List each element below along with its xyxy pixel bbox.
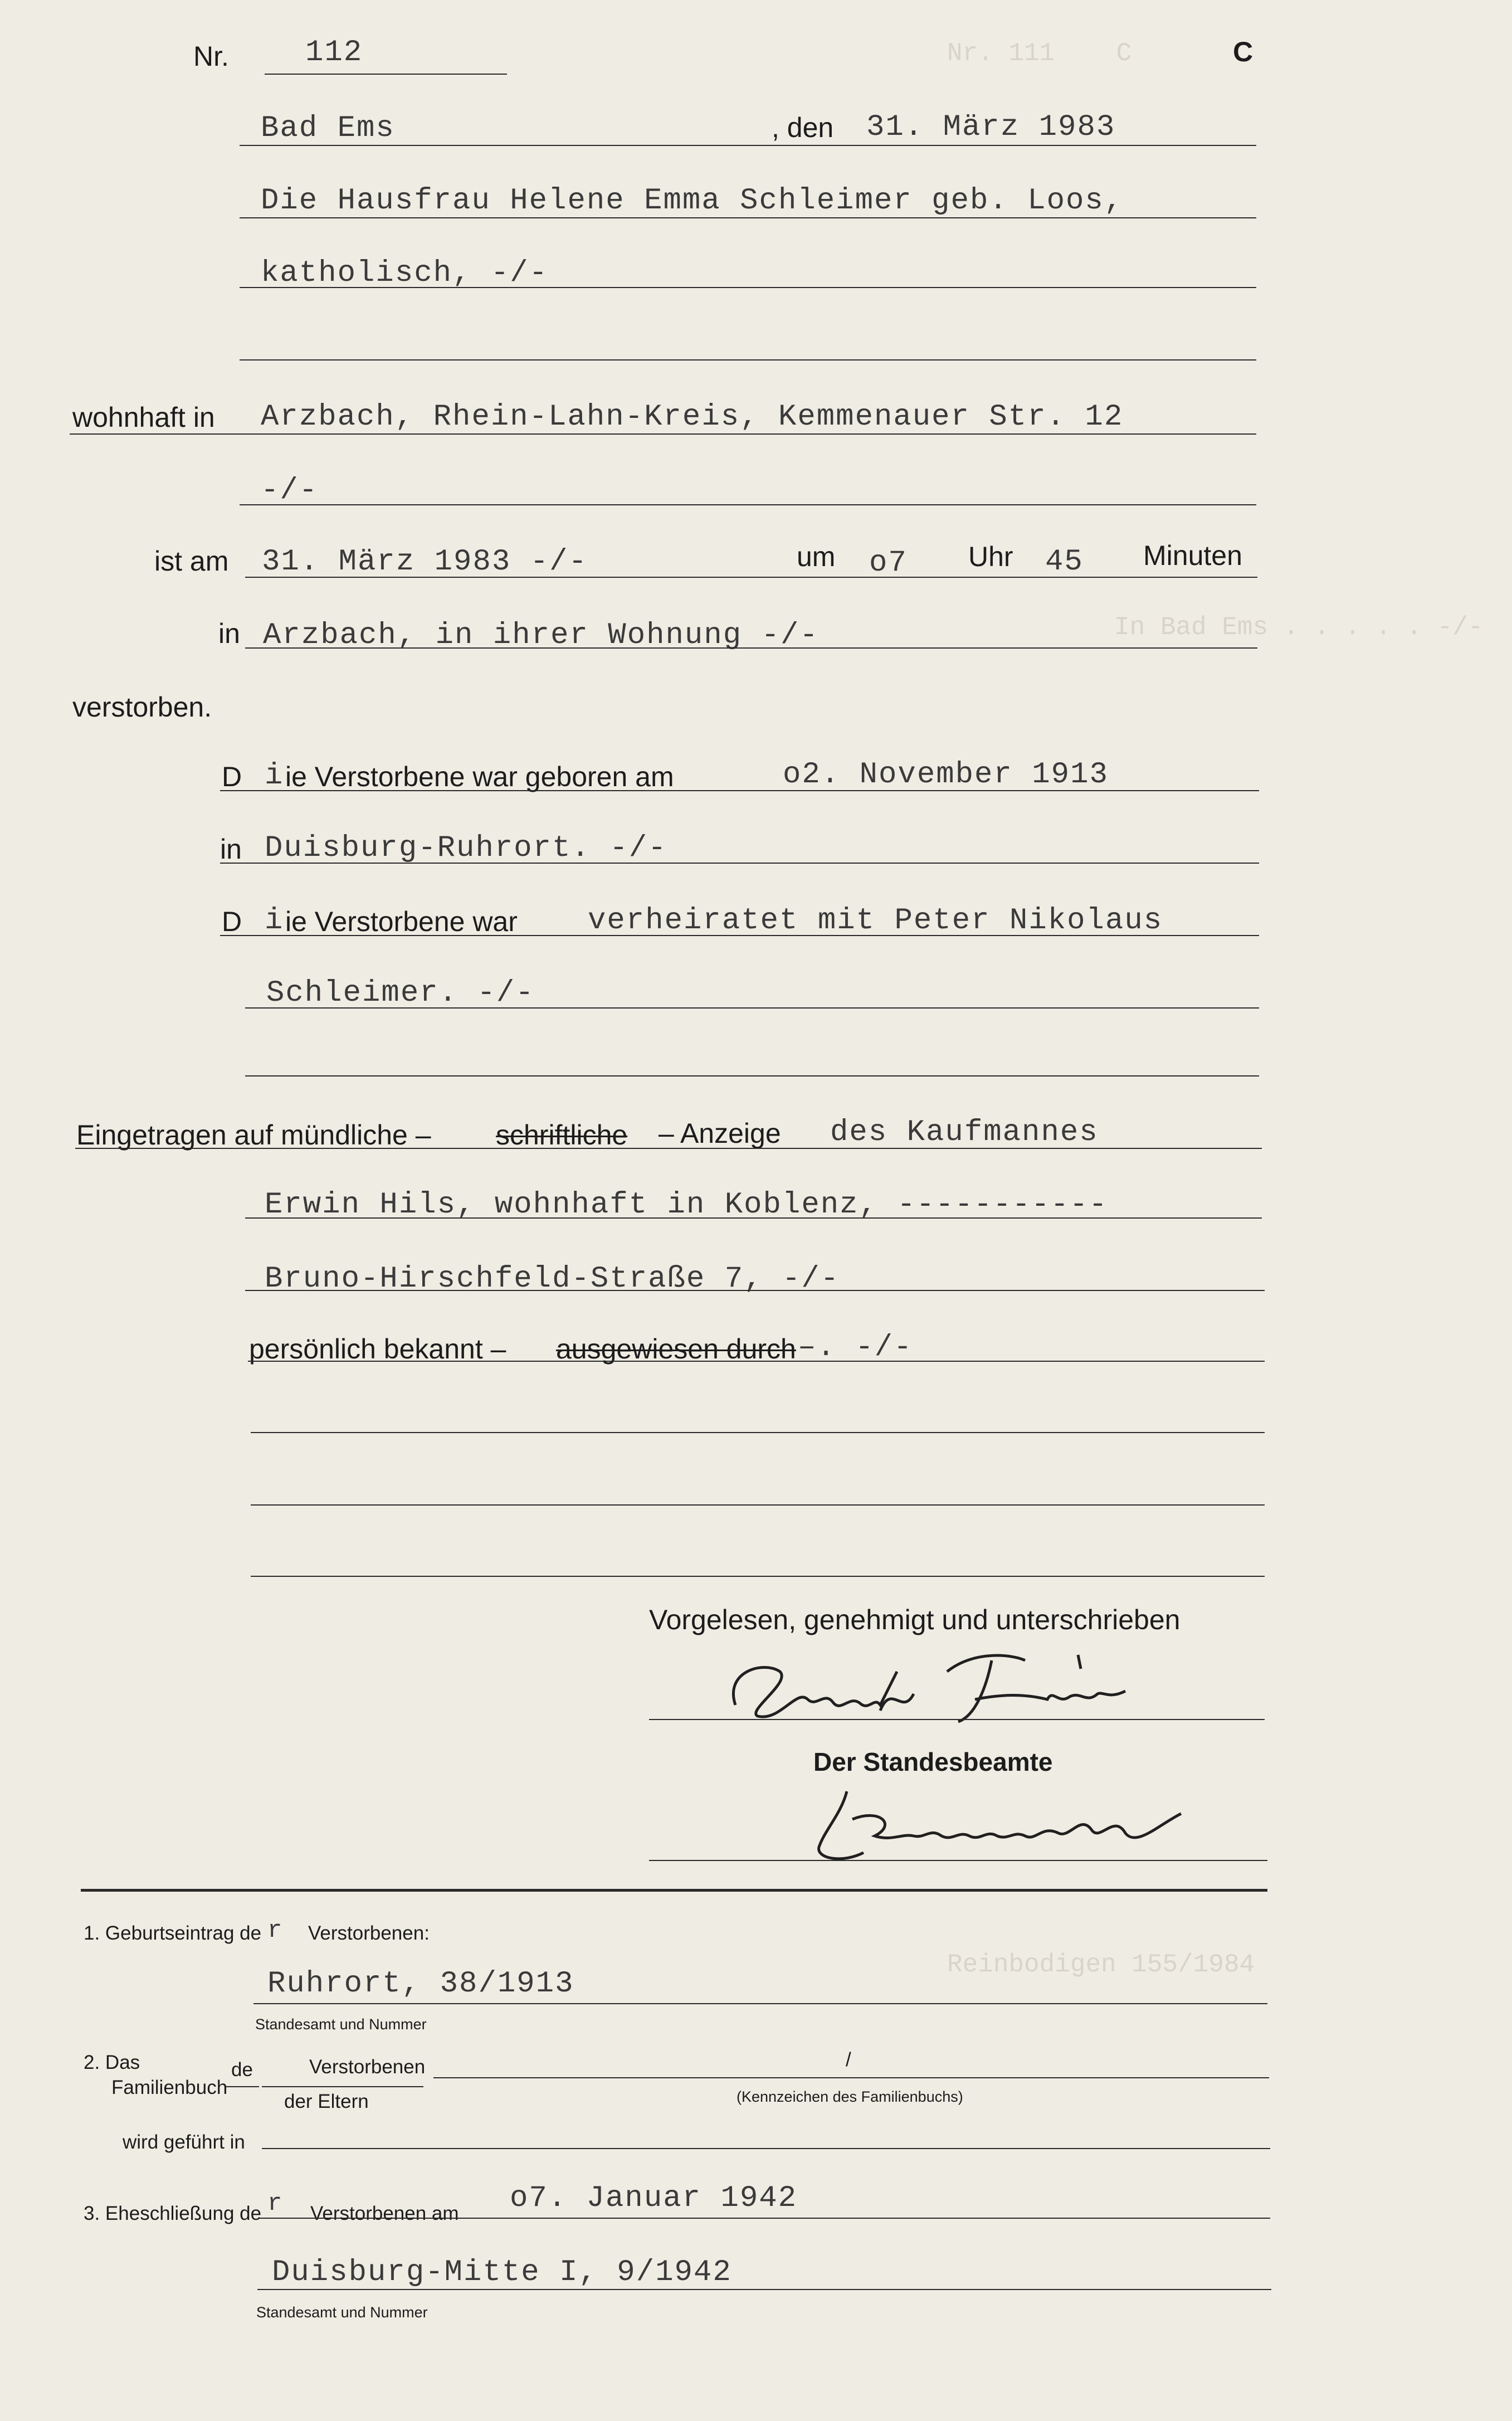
family-book-label: Familienbuch: [111, 2077, 228, 2098]
marital-line2: Schleimer. -/-: [266, 976, 535, 1010]
bleed-through-mark: Reinbodigen 155/1984: [947, 1950, 1255, 1979]
rule: [257, 2289, 1271, 2290]
informant-line2: Erwin Hils, wohnhaft in Koblenz, -----------: [265, 1188, 1108, 1222]
registrar-label: Der Standesbeamte: [813, 1747, 1053, 1776]
birth-record-label: 1. Geburtseintrag de: [84, 1922, 262, 1944]
family-book-num: 2. Das: [84, 2052, 140, 2073]
registration-label-struck: schriftliche: [496, 1119, 628, 1151]
rule: [259, 2218, 1270, 2219]
rule: [248, 1361, 1265, 1362]
rule: [245, 1290, 1265, 1291]
birth-date: o2. November 1913: [783, 758, 1109, 792]
date-prefix: , den: [772, 112, 834, 143]
rule: [245, 577, 1257, 578]
registrar-signature: [802, 1780, 1203, 1869]
rule: [220, 935, 1259, 936]
rule: [220, 790, 1259, 791]
rule: [240, 217, 1256, 218]
birth-record-value: Ruhrort, 38/1913: [267, 1967, 574, 2001]
rule: [240, 504, 1256, 505]
residence-label: wohnhaft in: [72, 402, 215, 433]
marriage-date: o7. Januar 1942: [510, 2181, 798, 2215]
family-book-caption: (Kennzeichen des Familienbuchs): [737, 2088, 963, 2105]
death-place: Arzbach, in ihrer Wohnung -/-: [263, 618, 819, 652]
entry-place: Bad Ems: [261, 111, 395, 145]
birth-place-label: in: [220, 834, 242, 865]
known-label: persönlich bekannt –: [249, 1333, 506, 1365]
verstorben-label: verstorben.: [72, 691, 212, 723]
section-divider: [81, 1889, 1267, 1892]
rule: [262, 2148, 1270, 2149]
birth-place: Duisburg-Ruhrort. -/-: [265, 831, 667, 865]
rule: [253, 2003, 1267, 2004]
marriage-record-caption: Standesamt und Nummer: [256, 2304, 428, 2321]
marriage-record-value: Duisburg-Mitte I, 9/1942: [272, 2256, 732, 2290]
rule: [251, 1504, 1265, 1506]
entry-date: 31. März 1983: [866, 110, 1116, 144]
registration-label-start: Eingetragen auf mündliche –: [76, 1119, 431, 1151]
rule: [245, 1075, 1259, 1076]
informant-line1: des Kaufmannes: [830, 1115, 1099, 1149]
rule: [70, 433, 1256, 435]
rule: [251, 1432, 1265, 1433]
birth-record-suffix: Verstorbenen:: [308, 1922, 430, 1944]
corner-letter: C: [1233, 36, 1254, 67]
marriage-record-r: r: [267, 2190, 284, 2218]
rule: [220, 863, 1259, 864]
known-end: –. -/-: [798, 1331, 913, 1365]
deceased-person-line1: Die Hausfrau Helene Emma Schleimer geb. Loos,: [261, 184, 1124, 218]
death-place-label: in: [218, 618, 240, 649]
family-book-de: de: [231, 2059, 253, 2081]
rule: [251, 1576, 1265, 1577]
record-number: 112: [305, 36, 363, 70]
rule: [240, 359, 1256, 361]
rule: [240, 287, 1256, 288]
family-book-top: Verstorbenen: [309, 2056, 426, 2078]
marriage-record-suffix: Verstorbenen am: [310, 2203, 459, 2224]
nr-label: Nr.: [193, 41, 229, 72]
rule: [265, 74, 507, 75]
rule: [245, 1217, 1262, 1219]
marital-line1: verheiratet mit Peter Nikolaus: [588, 904, 1163, 938]
marital-label-i: i: [265, 904, 284, 938]
informant-line3: Bruno-Hirschfeld-Straße 7, -/-: [265, 1262, 840, 1296]
death-date-label: ist am: [154, 545, 229, 577]
known-label-struck: ausgewiesen durch: [556, 1333, 796, 1365]
death-minute: 45: [1045, 545, 1084, 579]
rule: [75, 1148, 1262, 1149]
residence-line2: -/-: [261, 474, 319, 508]
rule: [245, 1007, 1259, 1009]
rule: [262, 2086, 423, 2087]
informant-signature: [713, 1638, 1148, 1738]
family-book-bottom: der Eltern: [284, 2091, 369, 2112]
birth-label: ie Verstorbene war geboren am: [285, 761, 674, 792]
minutes-label: Minuten: [1143, 540, 1242, 571]
rule: [649, 1860, 1267, 1861]
death-date: 31. März 1983 -/-: [262, 545, 588, 579]
uhr-label: Uhr: [968, 541, 1013, 572]
death-hour: o7: [869, 546, 908, 580]
rule: [649, 1719, 1265, 1720]
marital-label-d: D: [222, 906, 242, 937]
birth-label-i: i: [265, 759, 284, 793]
birth-record-caption: Standesamt und Nummer: [255, 2016, 427, 2033]
deceased-person-line2: katholisch, -/-: [261, 256, 549, 290]
family-book-kept-label: wird geführt in: [123, 2131, 245, 2153]
residence-line1: Arzbach, Rhein-Lahn-Kreis, Kemmenauer Str. 12: [261, 400, 1124, 434]
registration-label-end: – Anzeige: [659, 1118, 781, 1149]
family-book-slash: /: [846, 2049, 851, 2071]
bleed-through-mark: Nr. 111 C: [947, 39, 1132, 68]
birth-label-d: D: [222, 761, 242, 792]
bleed-through-mark: In Bad Ems . . . . . -/-: [1114, 613, 1484, 642]
rule: [240, 145, 1256, 146]
marital-label: ie Verstorbene war: [285, 906, 518, 937]
hour-label: um: [797, 541, 836, 572]
birth-record-r: r: [267, 1917, 284, 1945]
rule: [226, 2086, 259, 2087]
marriage-record-label: 3. Eheschließung de: [84, 2203, 262, 2224]
rule: [433, 2077, 1269, 2078]
read-approved-label: Vorgelesen, genehmigt und unterschrieben: [649, 1604, 1181, 1635]
rule: [245, 647, 1257, 649]
